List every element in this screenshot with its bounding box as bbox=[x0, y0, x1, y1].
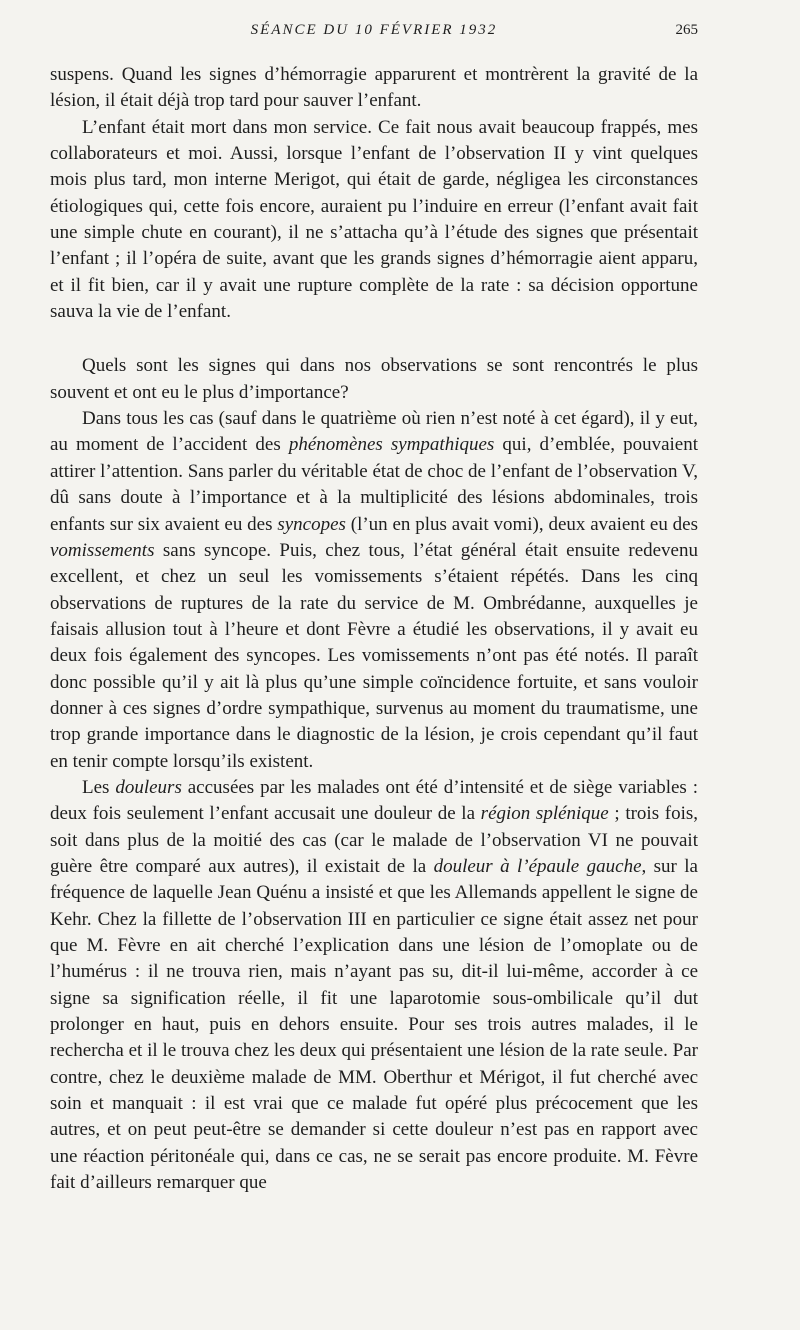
italic-term: région splénique bbox=[480, 803, 609, 825]
text-run: sans syncope. Puis, chez tous, l’état général était ensuite redevenu excellent, et chez un seul les vomissements s’étaient répétés. Dans les cinq observations de ruptures de la rate du service de M. Ombrédanne, auxquelles je faisais allusion tout à l’heure et dont Fèvre a étudié les observations, il y avait eu deux fois également des syncopes. Les vomissements n’ont pas été notés. Il paraît donc possible qu’il y ait là plus qu’une simple coïncidence fortuite, et sans vouloir donner à ces signes d’ordre sympathique, survenus au moment du traumatisme, une trop grande importance dans le diagnostic de la lésion, je crois cependant qu’il faut en tenir compte lorsqu’ils existent. bbox=[50, 539, 698, 772]
italic-term: syncopes bbox=[277, 513, 346, 535]
paragraph bbox=[50, 62, 698, 115]
italic-term: douleurs bbox=[115, 776, 182, 798]
text-run: Dans tous les cas (sauf dans le quatrième où rien n’est noté à cet égard), il y eut, au moment de l’accident des bbox=[50, 408, 698, 456]
running-title: SÉANCE DU 10 FÉVRIER 1932 bbox=[250, 22, 498, 38]
text-run: , sur la fréquence de laquelle Jean Quénu a insisté et que les Allemands appellent le signe de Kehr. Chez la fillette de l’observation III en particulier ce signe était assez net pour que M. Fèvre en ait cherché l’explication dans une lésion de l’omoplate ou de l’humérus : il ne trouva rien, mais n’ayant pas su, dit-il lui-même, accorder à ce signe sa signification réelle, il fit une laparotomie sous-ombilicale qu’il dut prolonger en haut, puis en dehors ensuite. Pour ses trois autres malades, il le rechercha et il le trouva chez les deux qui présentaient une lésion de la rate seule. Par contre, chez le deuxième malade de MM. Oberthur et Mérigot, il fut cherché avec soin et manquait : il est vrai que ce malade fut opéré plus précocement que les autres, et on peut peut-être se demander si cette douleur n’est pas en rapport avec une réaction péritonéale qui, dans ce cas, ne se serait pas encore produite. M. Fèvre fait d’ailleurs remarquer que bbox=[50, 855, 698, 1194]
text-run: (l’un en plus avait vomi), deux avaient eu des bbox=[345, 513, 698, 535]
body-text bbox=[50, 62, 698, 1196]
text-run: suspens. Quand les signes d’hémorragie apparurent et montrèrent la gravité de la lésion, il était déjà trop tard pour sauver l’enfant. bbox=[50, 64, 698, 112]
text-run: ; trois fois, soit dans plus de la moitié des cas (car le malade de l’observation VI ne pouvait guère être comparé aux autres), il existait de la bbox=[50, 803, 698, 877]
page-number: 265 bbox=[675, 22, 698, 38]
text-run: Quels sont les signes qui dans nos observations se sont rencontrés le plus souvent et ont eu le plus d’importance? bbox=[50, 355, 698, 403]
text-run: qui, d’emblée, pouvaient attirer l’attention. Sans parler du véritable état de choc de l’enfant de l’observation V, dû sans doute à l’importance et à la multiplicité des lésions abdominales, trois enfants sur six avaient eu des bbox=[50, 434, 698, 535]
paragraph bbox=[50, 115, 698, 326]
paragraph bbox=[50, 406, 698, 775]
text-run: Les bbox=[82, 776, 116, 798]
italic-term: phénomènes sympathiques bbox=[288, 434, 495, 456]
italic-term: douleur à l’épaule gauche bbox=[433, 855, 642, 877]
italic-term: vomissements bbox=[50, 539, 155, 561]
paragraph bbox=[50, 775, 698, 1197]
paragraph bbox=[50, 353, 698, 406]
running-header bbox=[50, 18, 698, 46]
text-run: accusées par les malades ont été d’intensité et de siège variables : deux fois seulement l’enfant accusait une douleur de la bbox=[50, 776, 698, 825]
text-run: L’enfant était mort dans mon service. Ce fait nous avait beaucoup frappés, mes collaborateurs et moi. Aussi, lorsque l’enfant de l’observation II y vint quelques mois plus tard, mon interne Merigot, qui était de garde, négligea les circonstances étiologiques qui, cette fois encore, auraient pu l’induire en erreur (l’enfant avait fait une simple chute en courant), il ne s’attacha qu’à l’étude des signes que présentait l’enfant ; il l’opéra de suite, avant que les grands signes d’hémorragie aient apparu, et il fit bien, car il y avait une rupture complète de la rate : sa décision opportune sauva la vie de l’enfant. bbox=[50, 116, 698, 323]
